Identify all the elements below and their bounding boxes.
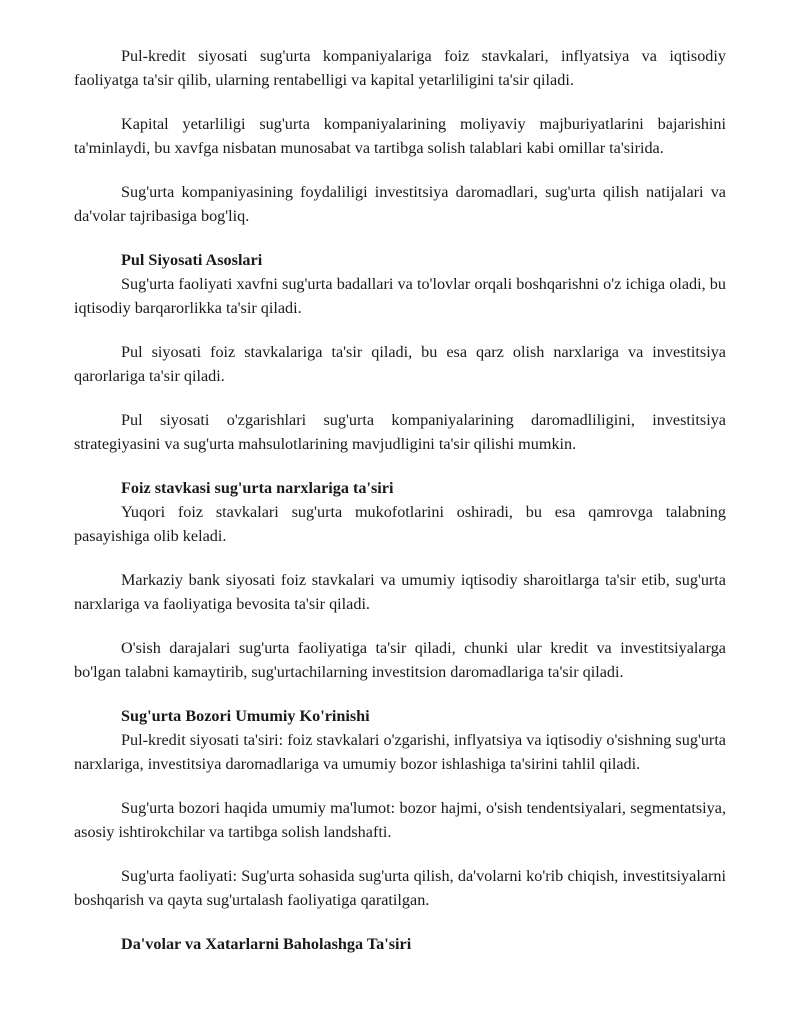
section-foiz-stavkasi [74, 476, 726, 684]
section-paragraph: Markaziy bank siyosati foiz stavkalari va umumiy iqtisodiy sharoitlarga ta'sir etib, sug'urta narxlariga va faoliyatiga bevosita ta'sir qiladi. [74, 571, 726, 613]
section-davolar [74, 932, 726, 956]
section-paragraph: Pul siyosati o'zgarishlari sug'urta kompaniyalarining daromadliligini, investitsiya strategiyasini va sug'urta mahsulotlarining mavjudligini ta'sir qilishi mumkin. [74, 411, 726, 453]
document-page [74, 44, 726, 956]
section-paragraph: Sug'urta faoliyati: Sug'urta sohasida sug'urta qilish, da'volarni ko'rib chiqish, investitsiyalarni boshqarish va qayta sug'urtalash faoliyatiga qaratilgan. [74, 867, 726, 909]
section-heading: Sug'urta Bozori Umumiy Ko'rinishi [121, 707, 370, 725]
intro-section [74, 44, 726, 228]
section-sugurta-bozori [74, 704, 726, 912]
section-paragraph: Sug'urta bozori haqida umumiy ma'lumot: bozor hajmi, o'sish tendentsiyalari, segmentatsiya, asosiy ishtirokchilar va tartibga solish landshafti. [74, 799, 726, 841]
intro-paragraph-2: Kapital yetarliligi sug'urta kompaniyalarining moliyaviy majburiyatlarini bajarishini ta'minlaydi, bu xavfga nisbatan munosabat va tartibga solish talablari kabi omillar ta'sirida. [74, 115, 726, 157]
intro-paragraph-3: Sug'urta kompaniyasining foydaliligi investitsiya daromadlari, sug'urta qilish natijalari va da'volar tajribasiga bog'liq. [74, 183, 726, 225]
section-heading: Pul Siyosati Asoslari [121, 251, 263, 269]
section-heading: Da'volar va Xatarlarni Baholashga Ta'siri [121, 935, 412, 953]
section-paragraph: Pul siyosati foiz stavkalariga ta'sir qiladi, bu esa qarz olish narxlariga va investitsiya qarorlariga ta'sir qiladi. [74, 343, 726, 385]
section-heading: Foiz stavkasi sug'urta narxlariga ta'siri [121, 479, 394, 497]
section-paragraph: Sug'urta faoliyati xavfni sug'urta badallari va to'lovlar orqali boshqarishni o'z ichiga oladi, bu iqtisodiy barqarorlikka ta'sir qiladi. [74, 275, 726, 317]
intro-paragraph-1: Pul-kredit siyosati sug'urta kompaniyalariga foiz stavkalari, inflyatsiya va iqtisodiy faoliyatga ta'sir qilib, ularning rentabelligi va kapital yetarliligini ta'sir qiladi. [74, 47, 726, 89]
section-paragraph: Yuqori foiz stavkalari sug'urta mukofotlarini oshiradi, bu esa qamrovga talabning pasayishiga olib keladi. [74, 503, 726, 545]
section-paragraph: O'sish darajalari sug'urta faoliyatiga ta'sir qiladi, chunki ular kredit va investitsiyalarga bo'lgan talabni kamaytirib, sug'urtachilarning investitsion daromadlariga ta'sir qiladi. [74, 639, 726, 681]
section-paragraph: Pul-kredit siyosati ta'siri: foiz stavkalari o'zgarishi, inflyatsiya va iqtisodiy o'sishning sug'urta narxlariga, investitsiya daromadlariga va umumiy bozor ishlashiga ta'sirini tahlil qiladi. [74, 731, 726, 773]
section-pul-siyosati-asoslari [74, 248, 726, 456]
